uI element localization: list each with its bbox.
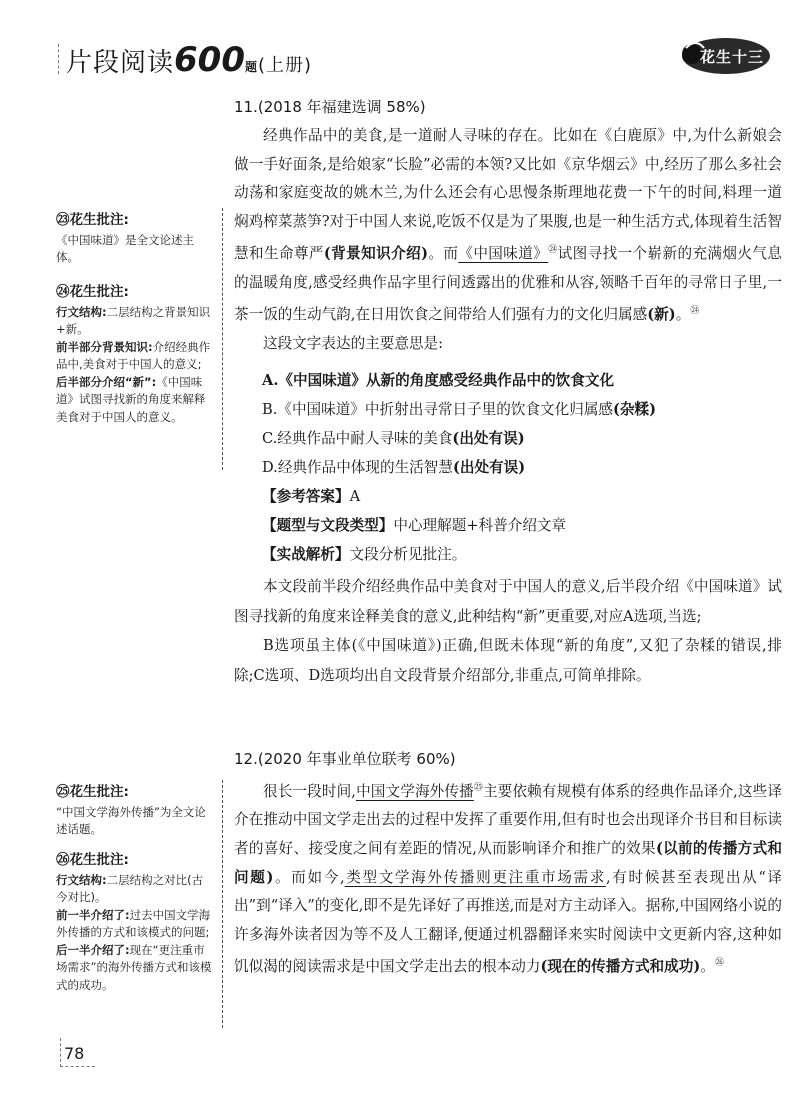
annotation-old: (以前的传播方式和问题) [234,840,782,886]
passage-text: 。而 [427,245,459,263]
note-ref-24: ㉔ [548,245,558,256]
note-line [56,907,214,942]
option-d[interactable] [262,453,525,482]
option-text: A.《中国味道》从新的角度感受经典作品中的饮食文化 [262,372,615,389]
note-text: 《中国味道》试图寻找新的角度来解释美食对于中国人的意义。 [56,374,206,424]
passage-text: ,有时候甚至表现出从“译出”到“译入”的变化,即不是先译好了再推送,而是对方主动译入。据称,中国网络小说的许多海外读者因为等不及人工翻译,便通过机器翻译来实时阅读中文更新内容,这种如饥似渴的阅读需求是中国文学走出去的根本动力 [234,868,783,976]
option-text: B.《中国味道》中折射出寻常日子里的饮食文化归属感 [262,401,614,418]
note-label: 行文结构: [56,872,107,887]
option-b[interactable] [262,395,656,424]
note-text: 二层结构之背景知识+新。 [56,304,211,336]
option-tag: (出处有误) [452,430,525,447]
explanation-paragraph: 本文段前半段介绍经典作品中美食对于中国人的意义,后半段介绍《中国味道》试图寻找新的角度来诠释美食的意义,此种结构“新”更重要,对应A选项,当选; [234,578,782,625]
note-ref-26: ㉖ [714,958,724,969]
annotation-background: (背景知识介绍) [323,245,428,263]
note-text: 介绍经典作品中,美食对于中国人的意义; [56,339,211,371]
note-body: “中国文学海外传播”为全文论述话题。 [56,804,206,836]
page-number: 78 [64,1044,85,1063]
analysis-label: 【实战解析】 [262,546,350,563]
note-label: 行文结构: [56,304,107,319]
note-label: 后一半介绍了: [56,942,130,957]
note-label: 前半部分背景知识: [56,339,153,354]
type-label: 【题型与文段类型】 [262,517,394,534]
sidebar-note-24 [56,284,214,426]
annotation-new: (新) [647,306,676,324]
note-ref-25: ㉕ [473,783,483,793]
passage-text: 试图寻找一个崭新的充满烟火气息的温暖角度,感受经典作品字里行间透露出的优雅和从容,领略千百年的寻常日子里,一茶一饭的生动气韵,在日用饮食之间带给人们强有力的文化归属感 [234,245,782,324]
sidebar-divider-bottom [222,780,223,1028]
note-title: ㉖花生批注: [56,852,129,868]
note-text: 过去中国文学海外传播的方式和该模式的问题; [56,907,211,939]
logo-text: 花生十三 [700,48,765,66]
underlined-phrase: 类型文学海外传播则更注重市场需求 [344,868,606,886]
annotation-now: (现在的传播方式和成功) [540,958,701,976]
header-margin-mark [58,44,62,74]
note-text: 现在“更注重市场需求”的海外传播方式和该模式的成功。 [56,942,212,992]
reference-answer [262,482,360,511]
question-12-passage [234,774,782,982]
passage-text: 很长一段时间, [263,782,356,800]
note-title: ㉕花生批注: [56,784,129,800]
answer-label: 【参考答案】 [262,488,350,505]
note-line [56,339,214,374]
question-11-header: 11.(2018 年福建选调 58%) [234,98,426,116]
note-line [56,304,214,339]
sidebar-note-26 [56,852,214,994]
passage-text: 主要依赖有规模有体系的经典作品译介,这些译介在推动中国文学走出去的过程中发挥了重要作用,但有时也会出现译介书目和目标读者的喜好、接受度之间有差距的情况,从而影响译介和推广的效果 [234,782,782,858]
note-title: ㉓花生批注: [56,212,129,228]
type-value: 中心理解题+科普介绍文章 [393,517,567,534]
note-line [56,942,214,995]
title-number: 600 [174,40,245,80]
note-ref-24b: ㉔ [690,306,700,317]
sidebar-note-25 [56,784,214,839]
sidebar-divider-top [222,208,223,470]
sidebar-note-23 [56,212,214,267]
analysis [262,540,466,569]
note-title: ㉔花生批注: [56,284,129,300]
note-text: 二层结构之对比(古今对比)。 [56,872,204,904]
answer-value: A [349,488,361,505]
title-prefix: 片段阅读 [66,48,175,78]
note-body: 《中国味道》是全文论述主体。 [56,232,194,264]
title-suffix: 题 [245,60,259,74]
option-a[interactable] [262,366,614,395]
option-tag: (杂糅) [613,401,657,418]
option-text: C.经典作品中耐人寻味的美食 [262,430,453,447]
underlined-book-title: 《中国味道》 [458,245,549,263]
note-label: 后半部分介绍“新”: [56,374,157,389]
question-type [262,511,566,540]
question-11-passage [234,122,782,358]
passage-text: 经典作品中的美食,是一道耐人寻味的存在。比如在《白鹿原》中,为什么新娘会做一手好面条,是给娘家“长脸”必需的本领?又比如《京华烟云》中,经历了那么多社会动荡和家庭变故的姚木兰,为什么还会有心思慢条斯理地花费一下午的时间,料理一道焖鸡榨菜蒸笋?对于中国人来说,吃饭不仅是为了果腹,也是一种生活方式,体现着生活智慧和生命尊严 [234,127,782,263]
explanation [234,572,782,690]
underlined-topic: 中国文学海外传播 [355,782,474,800]
question-12-header: 12.(2020 年事业单位联考 60%) [234,750,456,768]
explanation-paragraph: B选项虽主体(《中国味道》)正确,但既未体现“新的角度”,又犯了杂糅的错误,排除;C选项、D选项均出自文段背景介绍部分,非重点,可简单排除。 [234,637,782,684]
option-c[interactable] [262,424,525,453]
analysis-value: 文段分析见批注。 [349,546,467,563]
option-tag: (出处有误) [452,459,526,476]
option-text: D.经典作品中体现的生活智慧 [262,459,453,476]
passage-text: 。 [675,306,691,324]
passage-text: 。 [700,958,715,976]
note-label: 前一半介绍了: [56,907,130,922]
passage-text: 。而如今, [273,868,345,886]
note-line [56,374,214,427]
note-line [56,872,214,907]
title-volume: (上册) [258,55,313,76]
question-stem: 这段文字表达的主要意思是: [263,334,444,352]
book-title [66,40,312,80]
brand-logo [676,34,772,78]
